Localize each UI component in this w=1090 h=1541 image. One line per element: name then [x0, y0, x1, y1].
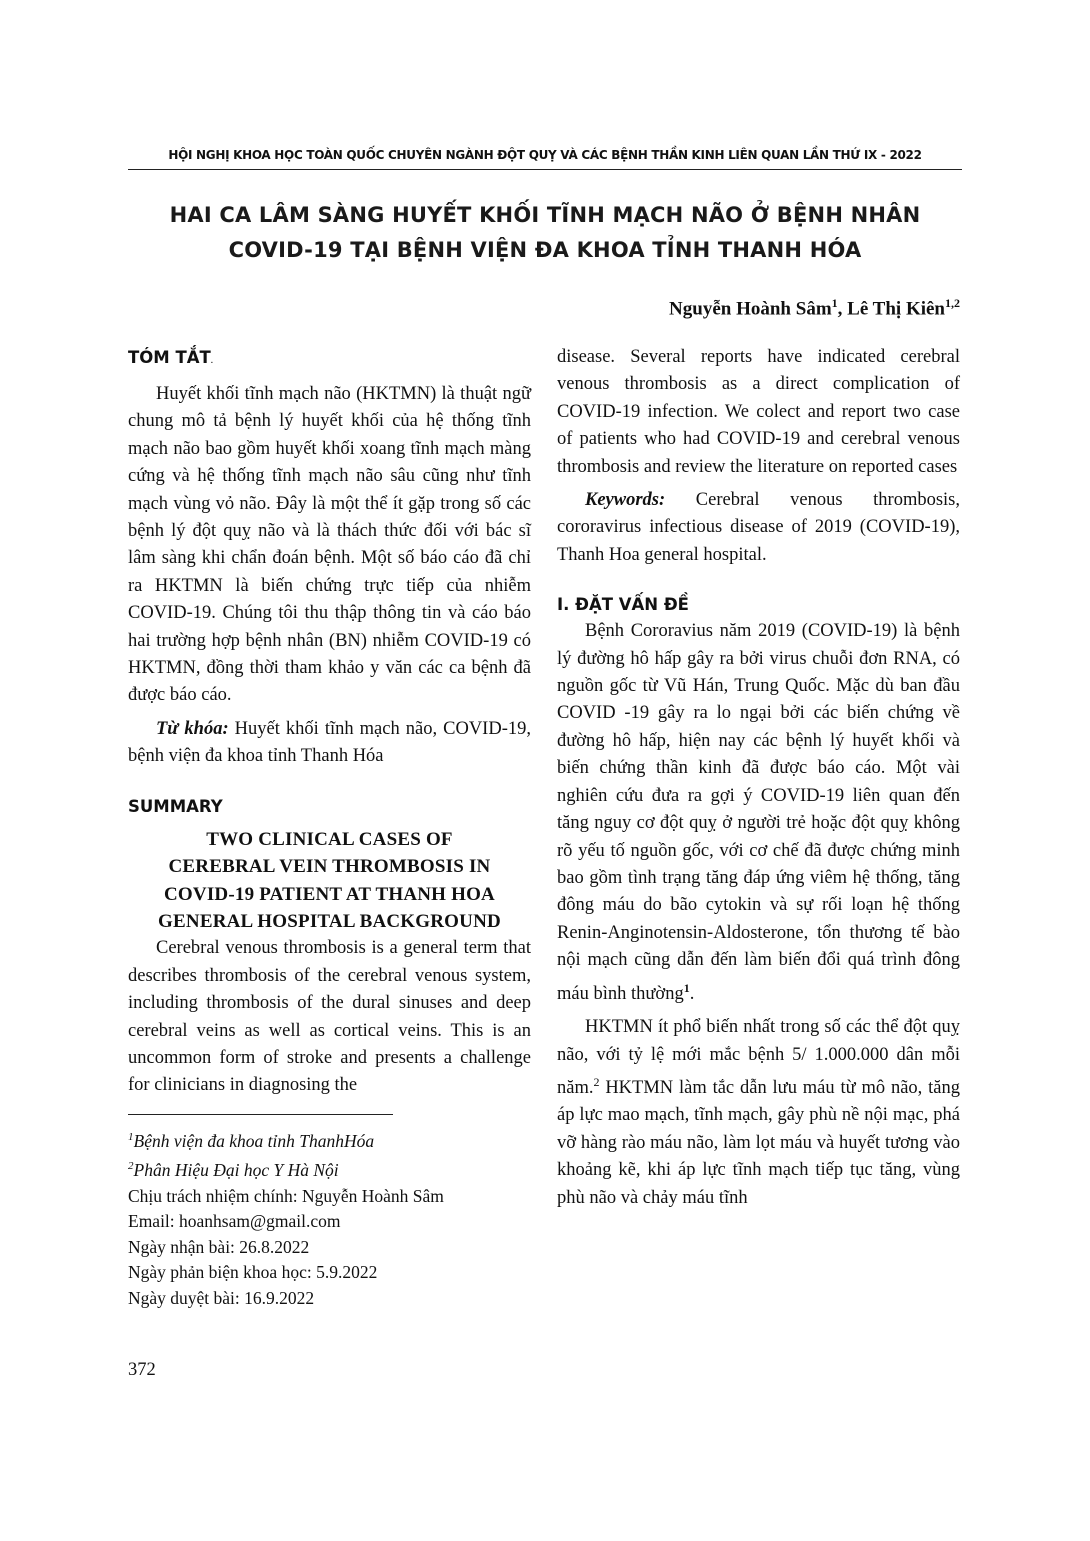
- affiliation-marker: 1: [831, 296, 838, 310]
- summary-body-right: disease. Several reports have indicated cerebral venous thrombosis as a direct complication of COVID-19 infection. We colect and report two case of patients who had COVID-19 and cerebral venous thrombosis and review the literature on reported cases: [557, 347, 960, 477]
- article-title: [128, 198, 962, 268]
- abstract-keywords: [128, 716, 531, 771]
- footnote-affiliation-1: [128, 1125, 531, 1154]
- title-line-2: COVID-19 TẠI BỆNH VIỆN ĐA KHOA TỈNH THANH HÓA: [228, 238, 862, 262]
- affiliation-marker: 1,2: [945, 296, 960, 310]
- summary-keywords: [557, 487, 960, 569]
- keywords-text: Cerebral venous thrombosis, cororavirus infectious disease of 2019 (COVID-19), Thanh Hoa general hospital.: [557, 490, 960, 565]
- footnote-corresponding: Chịu trách nhiệm chính: Nguyễn Hoành Sâm: [128, 1185, 444, 1206]
- summary-title-line: CEREBRAL VEIN THROMBOSIS IN: [168, 856, 491, 878]
- intro-p1-text: Bệnh Cororavius năm 2019 (COVID-19) là bệnh lý đường hô hấp gây ra bởi virus chuỗi đơn RNA, có nguồn gốc từ Vũ Hán, Trung Quốc. Mặc dù ban đầu COVID -19 gây ra lo ngại bởi các biến chứng về đường hô hấp, hiện nay các bệnh lý huyết khối và biến chứng thần kinh đã được báo cáo. Một vài nghiên cứu đưa ra gợi ý COVID-19 liên quan đến tăng nguy cơ đột quỵ ở người trẻ hoặc đột quỵ không rõ yếu tố nguồn gốc, với cơ chế đã được chứng minh bao gồm tình trạng tăng đáp ứng viêm hệ thống, tăng đông máu do bão cytokin và sự rối loạn hệ thống Renin-Anginotensin-Aldosterone, tổn thương tế bào nội mạch cũng dẫn đến làm biến đổi quá trình đông máu bình thường: [557, 621, 960, 1004]
- title-line-1: HAI CA LÂM SÀNG HUYẾT KHỐI TĨNH MẠCH NÃO Ở BỆNH NHÂN: [169, 203, 921, 227]
- abstract-body: Huyết khối tĩnh mạch não (HKTMN) là thuật ngữ chung mô tả bệnh lý huyết khối của hệ thống tĩnh mạch não bao gồm huyết khối xoang tĩnh mạch màng cứng và hệ thống tĩnh mạch não sâu cũng như tĩnh mạch vùng vỏ não. Đây là một thể ít gặp trong số các bệnh lý đột quỵ não và là thách thức đối với bác sĩ lâm sàng khi chẩn đoán bệnh. Một số báo cáo đã chỉ ra HKTMN là biến chứng trực tiếp của nhiễm COVID-19. Chúng tôi thu thập thông tin và cáo báo hai trường hợp bệnh nhân (BN) nhiễm COVID-19 có HKTMN, đồng thời tham khảo y văn các ca bệnh đã được báo cáo.: [128, 384, 531, 706]
- heading-mark: .: [210, 358, 214, 365]
- keywords-label: Keywords:: [585, 490, 666, 511]
- author-name: Lê Thị Kiên: [847, 298, 945, 320]
- right-column: [557, 344, 960, 1212]
- abstract-heading: [128, 344, 531, 375]
- reference-marker: 2: [593, 1074, 600, 1089]
- footnote-marker: 2: [128, 1160, 134, 1173]
- summary-body-left: Cerebral venous thrombosis is a general term that describes thrombosis of the cerebral venous system, including thrombosis of the dural sinuses and deep cerebral veins as well as cortical veins. This is an uncommon form of stroke and presents a challenge for clinicians in diagnosing the: [128, 938, 531, 1096]
- reference-marker: 1: [683, 980, 690, 995]
- intro-p1-end: .: [689, 983, 695, 1004]
- summary-title-line: TWO CLINICAL CASES OF: [206, 828, 453, 850]
- summary-title-line: COVID-19 PATIENT AT THANH HOA: [164, 883, 495, 905]
- summary-title-line: GENERAL HOSPITAL BACKGROUND: [158, 910, 501, 932]
- author-name: Nguyễn Hoành Sâm: [669, 298, 832, 320]
- summary-heading: SUMMARY: [128, 796, 223, 816]
- footnote-email: Email: hoanhsam@gmail.com: [128, 1211, 341, 1232]
- intro-p2-text-a: HKTMN ít phổ biến nhất trong số các thể đột quỵ não, với tỷ lệ mới mắc bệnh 5/ 1.000.000 dân mỗi năm.: [557, 1017, 960, 1099]
- intro-p2-text-b: HKTMN làm tắc dẫn lưu máu từ mô não, tăng áp lực mao mạch, tĩnh mạch, gây phù nề nội mạc, phá vỡ hàng rào máu não, làm lọt máu và huyết tương vào khoảng kẽ, khi áp lực tĩnh mạch tiếp tục tăng, vùng phù não và chảy máu tĩnh: [557, 1078, 960, 1208]
- page-number: 372: [128, 1360, 156, 1380]
- abstract-heading-text: TÓM TẮT: [128, 348, 211, 367]
- intro-paragraph-1: [557, 618, 960, 1008]
- keywords-text: Huyết khối tĩnh mạch não, COVID-19, bệnh viện đa khoa tỉnh Thanh Hóa: [128, 718, 531, 767]
- intro-heading: I. ĐẶT VẤN ĐỀ: [557, 595, 689, 615]
- left-column: [128, 344, 531, 1312]
- header-rule: [128, 169, 962, 170]
- author-separator: ,: [837, 298, 848, 320]
- intro-paragraph-2: [557, 1014, 960, 1212]
- footnote-affiliation-2: [128, 1154, 531, 1183]
- footnote-marker: 1: [128, 1130, 134, 1143]
- author-list: [669, 296, 960, 320]
- footnote-reviewed: Ngày phản biện khoa học: 5.9.2022: [128, 1262, 378, 1283]
- affiliation-text: Phân Hiệu Đại học Y Hà Nội: [133, 1160, 339, 1180]
- affiliation-text: Bệnh viện đa khoa tỉnh ThanhHóa: [133, 1130, 375, 1151]
- footnote-rule: [128, 1114, 393, 1115]
- running-header: HỘI NGHỊ KHOA HỌC TOÀN QUỐC CHUYÊN NGÀNH ĐỘT QUỴ VÀ CÁC BỆNH THẦN KINH LIÊN QUAN LẦN THỨ IX - 2022: [168, 148, 922, 162]
- footnote-received: Ngày nhận bài: 26.8.2022: [128, 1236, 310, 1257]
- keywords-label: Từ khóa:: [156, 718, 229, 739]
- footnote-accepted: Ngày duyệt bài: 16.9.2022: [128, 1287, 315, 1308]
